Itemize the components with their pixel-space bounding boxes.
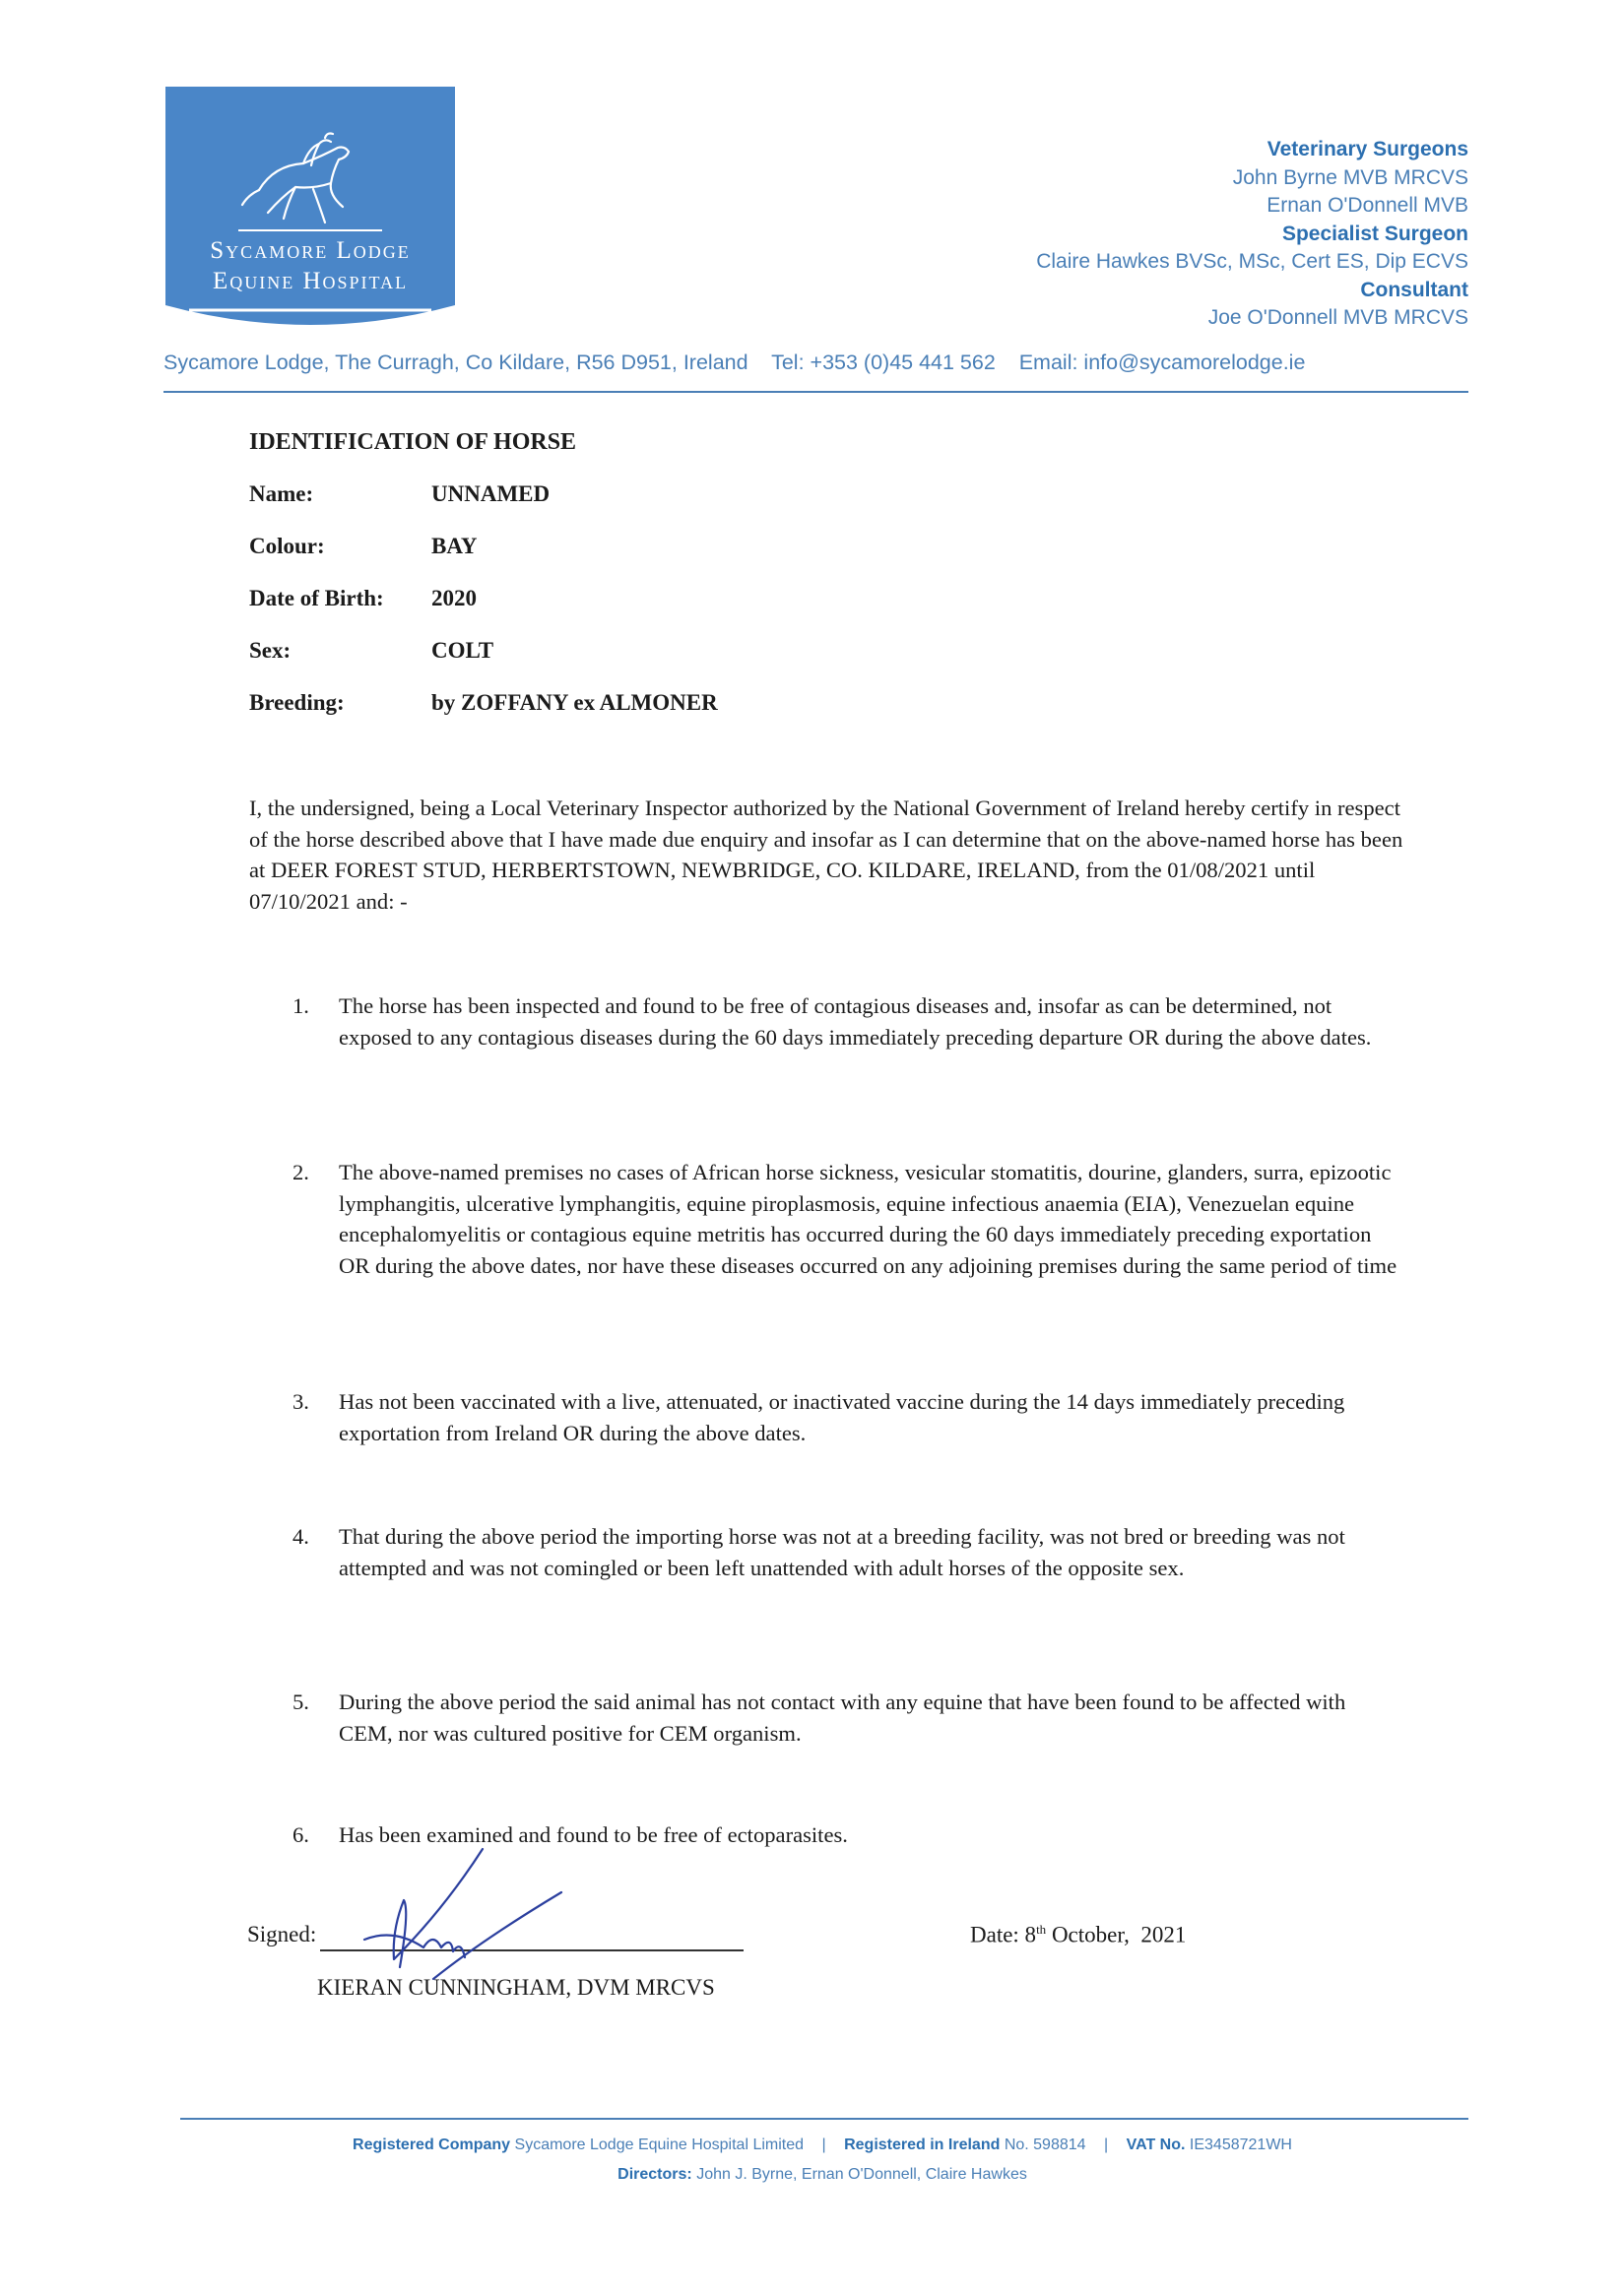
item-text: The horse has been inspected and found to be free of contagious diseases and, insofar as can be determined, not exposed to any contagious diseases during the 60 days immediately preceding departure OR during the above dates. [339,993,1372,1050]
signer-name: KIERAN CUNNINGHAM, DVM MRCVS [317,1975,715,2000]
item-text: During the above period the said animal has not contact with any equine that have been found to be affected with CEM, nor was cultured positive for CEM organism. [339,1690,1346,1746]
id-value: 2020 [431,586,477,610]
vets-heading: Veterinary Surgeons [1267,138,1468,160]
identification-title: IDENTIFICATION OF HORSE [249,429,577,455]
id-value: UNNAMED [431,481,551,506]
directors-label: Directors: [617,2166,692,2183]
id-value: BAY [431,534,478,558]
certification-statement: I, the undersigned, being a Local Veterinary Inspector authorized by the National Government of Ireland hereby certify in respect of the horse described above that I have made due enquiry and insofar as I can determine that on the above-named horse has been at DEER FOREST STUD, HERBERTSTOWN, NEWBRIDGE, CO. KILDARE, IRELAND, from the 01/08/2021 until 07/10/2021 and: - [249,796,1403,914]
header-divider [163,391,1468,393]
id-label: Sex: [249,638,292,663]
id-value: by ZOFFANY ex ALMONER [431,690,718,715]
directors-names: John J. Byrne, Ernan O'Donnell, Claire Hawkes [696,2166,1027,2183]
id-value: COLT [431,638,494,663]
item-number: 6. [292,1822,309,1847]
handwritten-signature [335,1841,581,1989]
email-address: Email: info@sycamorelodge.ie [1018,351,1306,374]
date-prefix: Date: 8 [970,1922,1037,1947]
date-suffix: October, 2021 [1046,1922,1187,1947]
staff-list [838,136,1468,333]
vet-name: John Byrne MVB MRCVS [1232,165,1468,189]
hospital-logo [165,87,455,341]
reg-company-label: Registered Company [353,2137,511,2153]
logo-badge-shape [165,87,455,341]
telephone: Tel: +353 (0)45 441 562 [771,351,996,374]
item-number: 1. [292,993,309,1018]
reg-company: Sycamore Lodge Equine Hospital Limited [514,2137,805,2153]
vet-name: Ernan O'Donnell MVB [1267,194,1468,217]
id-label: Date of Birth: [249,586,384,610]
logo-text-line2: Equine Hospital [212,268,409,294]
item-text: That during the above period the importing horse was not at a breeding facility, was not bred or breeding was not attempted and was not comingled or been left unattended with adult horses of the opposite sex. [339,1524,1345,1580]
vat-number: IE3458721WH [1189,2137,1292,2153]
item-number: 5. [292,1690,309,1714]
footer-directors [158,2166,1487,2184]
logo-text-line1: Sycamore Lodge [210,237,411,264]
id-label: Colour: [249,534,325,558]
specialist-heading: Specialist Surgeon [1281,222,1468,245]
id-label: Name: [249,481,314,506]
footer-registration [158,2137,1487,2154]
contact-line [163,351,1468,375]
address: Sycamore Lodge, The Curragh, Co Kildare, R56 D951, Ireland [163,351,748,374]
reg-ireland-label: Registered in Ireland [844,2137,1001,2153]
signature-date [970,1922,1186,1948]
signed-label: Signed: [247,1922,317,1946]
vat-label: VAT No. [1126,2137,1186,2153]
item-text: Has not been vaccinated with a live, attenuated, or inactivated vaccine during the 14 days immediately preceding exportation from Ireland OR during the above dates. [339,1389,1345,1445]
item-number: 2. [292,1160,309,1184]
id-label: Breeding: [249,690,345,715]
consultant-heading: Consultant [1360,278,1468,301]
footer-divider [180,2118,1468,2120]
specialist-name: Claire Hawkes BVSc, MSc, Cert ES, Dip ECVS [1036,250,1468,273]
separator: | [821,2137,826,2153]
date-ordinal: th [1036,1922,1047,1937]
item-text: Has been examined and found to be free of ectoparasites. [339,1822,848,1847]
item-number: 4. [292,1524,309,1549]
reg-number: No. 598814 [1004,2137,1086,2153]
item-number: 3. [292,1389,309,1414]
consultant-name: Joe O'Donnell MVB MRCVS [1207,306,1468,329]
separator: | [1104,2137,1109,2153]
item-text: The above-named premises no cases of African horse sickness, vesicular stomatitis, dourine, glanders, surra, epizootic lymphangitis, ulcerative lymphangitis, equine piroplasmosis, equine infectious anaemia (EIA), Venezuelan equine encephalomyelitis or contagious equine metritis has occurred during the 60 days immediately preceding exportation OR during the above dates, nor have these diseases occurred on any adjoining premises during the same period of time [339,1160,1397,1278]
